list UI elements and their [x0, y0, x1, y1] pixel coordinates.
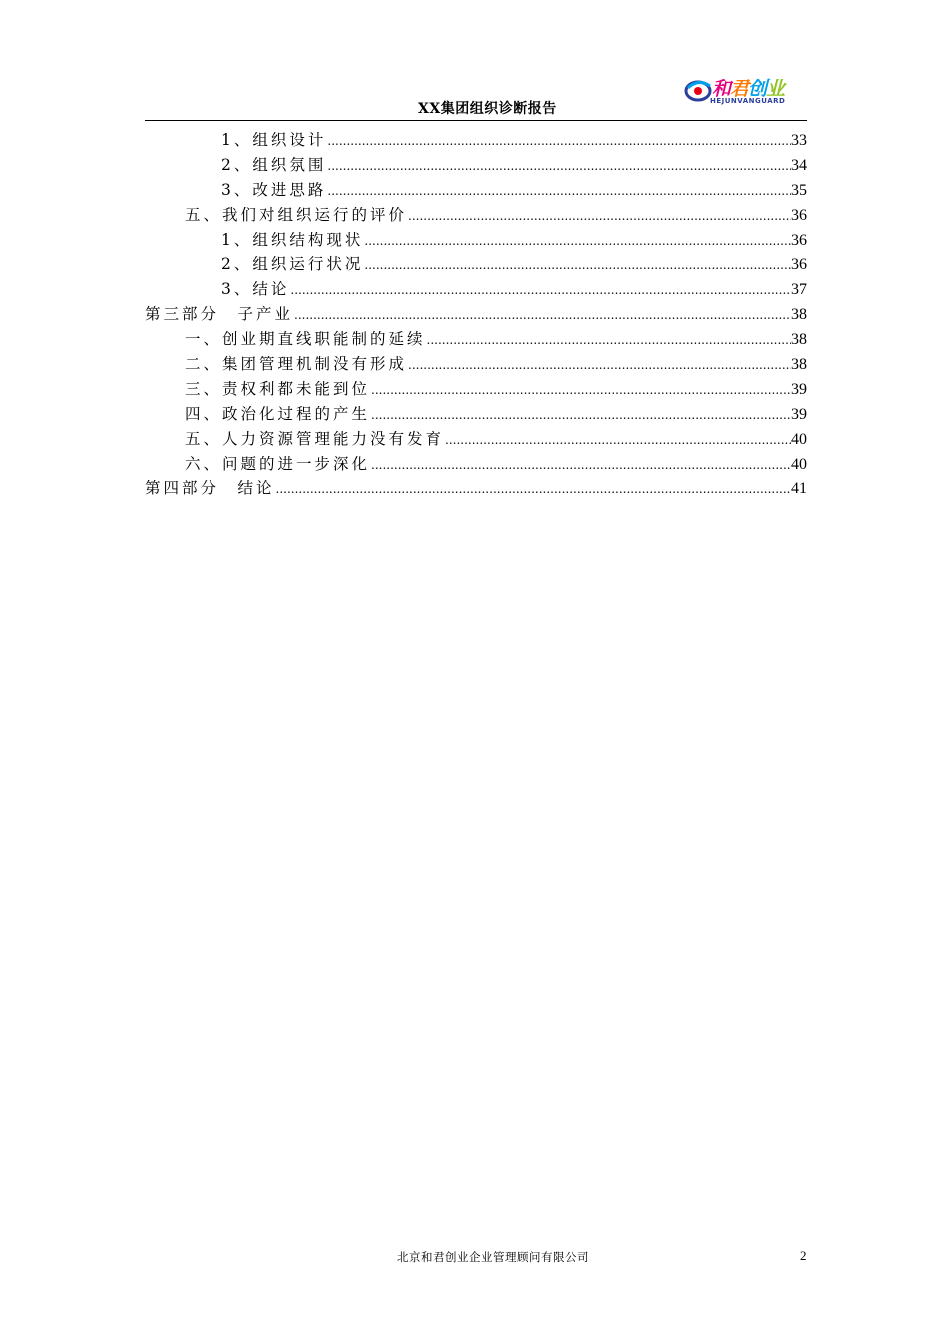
toc-entry-page: 34 — [791, 156, 807, 174]
toc-entry[interactable] — [145, 178, 807, 203]
toc-entry-label: 三、责权利都未能到位 — [185, 379, 371, 398]
toc-leader-dots — [371, 458, 791, 472]
toc-entry[interactable] — [145, 302, 807, 327]
toc-entry[interactable] — [145, 153, 807, 178]
toc-entry-label: 第四部分 结论 — [145, 479, 275, 498]
toc-entry-label: 六、问题的进一步深化 — [185, 454, 371, 473]
toc-leader-dots — [290, 283, 791, 297]
toc-entry-page: 35 — [791, 181, 807, 199]
toc-entry[interactable] — [145, 352, 807, 377]
logo-char: 和 — [712, 78, 731, 100]
toc-entry-label: 3、结论 — [221, 280, 290, 299]
toc-entry-page: 41 — [791, 480, 807, 498]
toc-entry-label: 五、人力资源管理能力没有发育 — [185, 429, 445, 448]
toc-leader-dots — [371, 408, 791, 422]
toc-entry-page: 33 — [791, 132, 807, 149]
toc-entry-page: 39 — [791, 405, 807, 423]
toc-entry-label: 2、组织氛围 — [221, 155, 327, 174]
toc-leader-dots — [294, 308, 791, 322]
toc-entry[interactable] — [145, 277, 807, 302]
toc-entry[interactable] — [145, 452, 807, 477]
toc-entry-label: 一、创业期直线职能制的延续 — [185, 330, 426, 349]
toc-leader-dots — [427, 333, 791, 347]
toc-entry-page: 36 — [791, 231, 807, 249]
toc-leader-dots — [327, 184, 791, 198]
toc-leader-dots — [408, 209, 791, 223]
toc-leader-dots — [364, 234, 791, 248]
company-logo — [684, 76, 804, 108]
toc-entry[interactable] — [145, 402, 807, 427]
toc-leader-dots — [327, 134, 791, 148]
toc-entry-page: 37 — [791, 281, 807, 299]
toc-entry-page: 38 — [791, 306, 807, 324]
toc-entry[interactable] — [145, 377, 807, 402]
toc-entry-label: 2、组织运行状况 — [221, 255, 364, 274]
toc-entry-page: 39 — [791, 380, 807, 398]
logo-char: 君 — [730, 78, 749, 100]
toc-entry[interactable] — [145, 203, 807, 228]
toc-entry[interactable] — [145, 476, 807, 501]
footer-company-name: 北京和君创业企业管理顾问有限公司 — [397, 1250, 589, 1264]
footer-page-number: 2 — [800, 1248, 807, 1263]
table-of-contents — [145, 128, 807, 501]
toc-entry-page: 36 — [791, 256, 807, 274]
toc-entry-label: 1、组织结构现状 — [221, 230, 364, 249]
toc-entry-label: 五、我们对组织运行的评价 — [185, 205, 408, 224]
toc-entry-page: 36 — [791, 206, 807, 224]
logo-char: 业 — [766, 78, 785, 100]
toc-leader-dots — [364, 258, 791, 272]
toc-entry-label: 二、集团管理机制没有形成 — [185, 355, 408, 374]
logo-char: 创 — [748, 78, 767, 100]
toc-entry[interactable] — [145, 128, 807, 153]
toc-entry-page: 40 — [791, 430, 807, 448]
toc-entry-page: 38 — [791, 331, 807, 349]
toc-leader-dots — [408, 358, 791, 372]
toc-leader-dots — [276, 482, 791, 496]
toc-entry[interactable] — [145, 252, 807, 277]
toc-entry-label: 3、改进思路 — [221, 180, 327, 199]
toc-leader-dots — [327, 159, 791, 173]
toc-entry-label: 第三部分 子产业 — [145, 305, 294, 324]
toc-entry[interactable] — [145, 327, 807, 352]
document-header-title: XX集团组织诊断报告 — [418, 101, 557, 117]
logo-subtext: HEJUNVANGUARD — [710, 97, 786, 105]
toc-leader-dots — [371, 383, 791, 397]
toc-entry[interactable] — [145, 228, 807, 253]
toc-entry-page: 40 — [791, 455, 807, 473]
toc-entry-page: 38 — [791, 356, 807, 374]
toc-entry[interactable] — [145, 427, 807, 452]
toc-entry-label: 四、政治化过程的产生 — [185, 404, 371, 423]
toc-entry-label: 1、组织设计 — [221, 131, 327, 149]
toc-leader-dots — [445, 433, 791, 447]
header-divider — [145, 120, 807, 121]
